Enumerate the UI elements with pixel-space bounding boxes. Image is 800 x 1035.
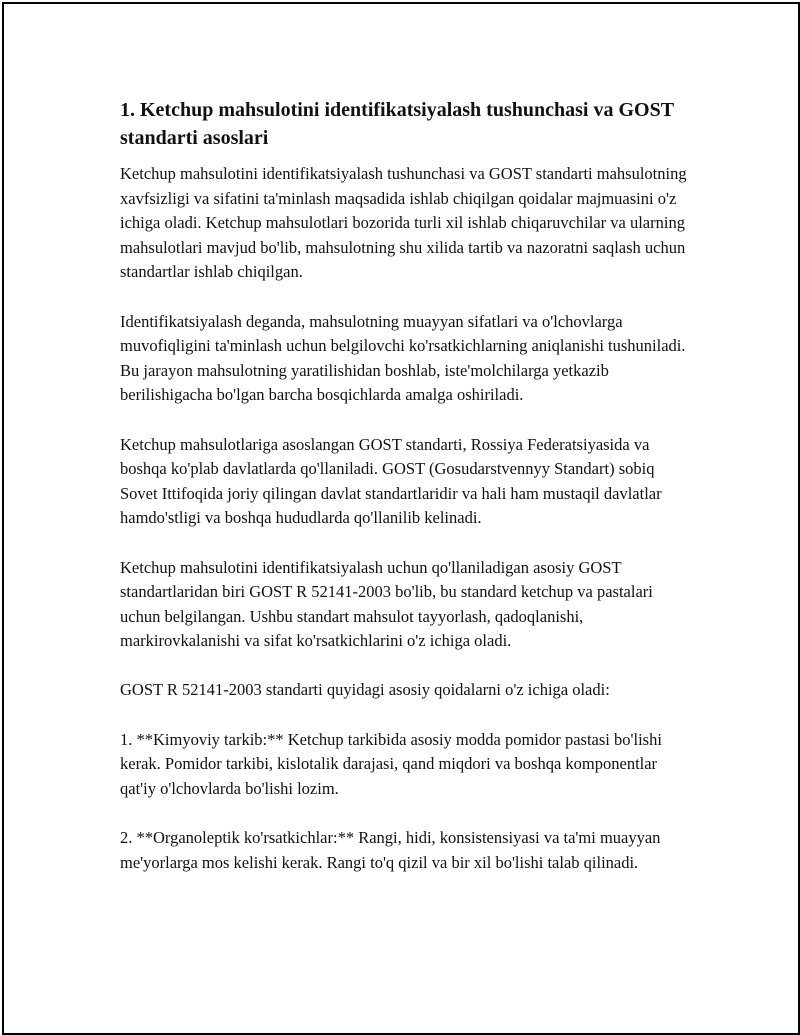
- paragraph-gost-usage: Ketchup mahsulotlariga asoslangan GOST standarti, Rossiya Federatsiyasida va boshqa ko'plab davlatlarda qo'llaniladi. GOST (Gosudarstvennyy Standart) sobiq Sovet Ittifoqida joriy qilingan davlat standartlaridir va hali ham mustaqil davlatlar hamdo'stligi va boshqa hududlarda qo'llanilib kelinadi.: [120, 434, 662, 528]
- page-frame: [2, 2, 800, 1035]
- paragraph-intro: Ketchup mahsulotini identifikatsiyalash tushunchasi va GOST standarti mahsulotning xavfsizligi va sifatini ta'minlash maqsadida ishlab chiqilgan qoidalar majmuasini o'z ichiga oladi. Ketchup mahsulotlari bozorida turli xil ishlab chiqaruvchilar va ularning mahsulotlari mavjud bo'lib, mahsulotning shu xilida tartib va nazoratni saqlash uchun standartlar ishlab chiqilgan.: [120, 164, 687, 282]
- paragraph-identification: Identifikatsiyalash deganda, mahsulotning muayyan sifatlari va o'lchovlarga muvofiqligini ta'minlash uchun belgilovchi ko'rsatkichlarning aniqlanishi tushuniladi. Bu jarayon mahsulotning yaratilishidan boshlab, iste'molchilarga yetkazib berilishigacha bo'lgan barcha bosqichlarda amalga oshiriladi.: [120, 311, 686, 405]
- paragraph-chemical-composition: 1. **Kimyoviy tarkib:** Ketchup tarkibida asosiy modda pomidor pastasi bo'lishi kerak. Pomidor tarkibi, kislotalik darajasi, qand miqdori va boshqa komponentlar qat'iy o'lchovlarda bo'lishi lozim.: [120, 729, 662, 798]
- paragraph-rules-intro: GOST R 52141-2003 standarti quyidagi asosiy qoidalarni o'z ichiga oladi:: [120, 680, 610, 700]
- paragraph-organoleptic: 2. **Organoleptik ko'rsatkichlar:** Rangi, hidi, konsistensiyasi va ta'mi muayyan me'yorlarga mos kelishi kerak. Rangi to'q qizil va bir xil bo'lishi talab qilinadi.: [120, 828, 661, 872]
- section-heading: 1. Ketchup mahsulotini identifikatsiyalash tushunchasi va GOST standarti asoslari: [120, 99, 674, 149]
- document-body: [120, 96, 692, 875]
- paragraph-gost-r-52141: Ketchup mahsulotini identifikatsiyalash uchun qo'llaniladigan asosiy GOST standartlaridan biri GOST R 52141-2003 bo'lib, bu standard ketchup va pastalari uchun belgilangan. Ushbu standart mahsulot tayyorlash, qadoqlanishi, markirovkalanishi va sifat ko'rsatkichlarini o'z ichiga oladi.: [120, 557, 653, 651]
